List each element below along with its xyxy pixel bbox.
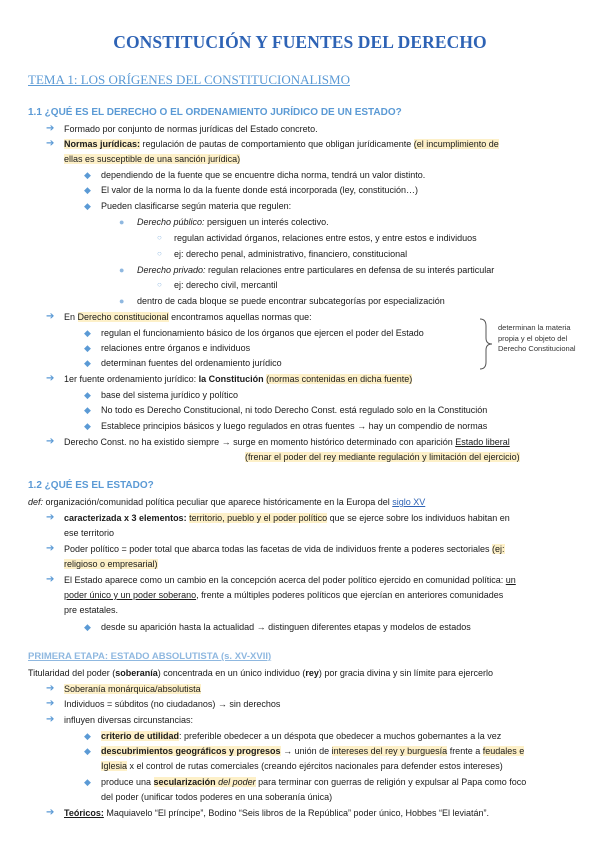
curly-brace-icon [478,318,494,370]
margin-note-line: propia y el objeto del [498,333,568,343]
text-line: base del sistema jurídico y político [101,390,239,400]
document-title: CONSTITUCIÓN Y FUENTES DEL DERECHO [113,32,487,52]
arrow-bullet-icon: ➔ [46,698,55,709]
arrow-bullet-icon: ➔ [46,574,55,585]
text-line: ej: derecho penal, administrativo, financiero, constitucional [174,249,408,259]
text-line: Derecho privado: regulan relaciones entre particulares en defensa de su interés particular [137,265,495,275]
text-line: Formado por conjunto de normas jurídicas del Estado concreto. [64,124,318,134]
text-line: Pueden clasificarse según materia que regulen: [101,201,292,211]
text-line: Poder político = poder total que abarca todas las facetas de vida de individuos frente a poderes sectoriales (ej: [64,544,505,554]
arrow-bullet-icon: ➔ [46,683,55,694]
section-1-1-heading: 1.1 ¿QUÉ ES EL DERECHO O EL ORDENAMIENTO JURÍDICO DE UN ESTADO? [28,107,402,118]
text-line: relaciones entre órganos e individuos [101,343,251,353]
diamond-bullet-icon: ◆ [84,358,91,368]
text-line: Derecho Const. no ha existido siempre → surge en momento histórico determinado con aparición Estado liberal [64,437,510,447]
text-line: Establece principios básicos y luego regulados en otras fuentes → hay un compendio de normas [101,421,488,431]
dot-bullet-icon: ● [119,217,125,227]
arrow-bullet-icon: ➔ [46,311,55,322]
text-line: Titularidad del poder (soberanía) concentrada en un único individuo (rey) por gracia divina y sin límite para ejercerlo [28,668,493,678]
margin-note-line: Derecho Constitucional [498,344,576,353]
text-line: del poder (unificar todos poderes en una soberanía única) [101,792,333,802]
text-line: dependiendo de la fuente que se encuentre dicha norma, tendrá un valor distinto. [101,170,426,180]
text-line: produce una secularización del poder para terminar con guerras de religión y expulsar al Papa como foco [101,777,527,787]
text-line: regulan actividad órganos, relaciones entre estos, y entre estos e individuos [174,233,477,243]
text-line: regulan el funcionamiento básico de los órganos que ejercen el poder del Estado [101,328,424,338]
text-line: descubrimientos geográficos y progresos → unión de intereses del rey y burguesía frente a feudales e [101,746,525,756]
text-line: Soberanía monárquica/absolutista [64,684,201,694]
arrow-bullet-icon: ➔ [46,543,55,554]
arrow-bullet-icon: ➔ [46,373,55,384]
diamond-bullet-icon: ◆ [84,622,91,632]
diamond-bullet-icon: ◆ [84,201,91,211]
text-line: Derecho público: persiguen un interés colectivo. [137,217,329,227]
circle-bullet-icon: ○ [157,280,162,289]
text-line: religioso o empresarial) [64,559,158,569]
text-line: (frenar el poder del rey mediante regulación y limitación del ejercicio) [245,452,520,462]
section-1-2-heading: 1.2 ¿QUÉ ES EL ESTADO? [28,480,154,491]
text-line: Teóricos: Maquiavelo “El príncipe”, Bodino “Seis libros de la República” poder único, Hobbes “El leviatán”. [64,808,490,818]
text-line: El Estado aparece como un cambio en la concepción acerca del poder político ejercido en comunidad política: un [64,575,516,585]
diamond-bullet-icon: ◆ [84,343,91,353]
text-line: ese territorio [64,528,115,538]
text-line: Individuos = súbditos (no ciudadanos) → sin derechos [64,699,281,709]
tema-heading: TEMA 1: LOS ORÍGENES DEL CONSTITUCIONALISMO [28,72,350,87]
text-line: caracterizada x 3 elementos: territorio, pueblo y el poder político que se ejerce sobre los individuos habitan en [64,513,510,523]
dot-bullet-icon: ● [119,296,125,306]
text-line: poder único y un poder soberano, frente a múltiples poderes políticos que ejercían en anteriores comunidades [64,590,504,600]
text-line: determinan fuentes del ordenamiento jurídico [101,358,282,368]
text-line: ej: derecho civil, mercantil [174,280,278,290]
diamond-bullet-icon: ◆ [84,328,91,338]
arrow-bullet-icon: ➔ [46,714,55,725]
diamond-bullet-icon: ◆ [84,405,91,415]
text-line: Normas jurídicas: regulación de pautas de comportamiento que obligan jurídicamente (el incumplimiento de [64,139,499,149]
diamond-bullet-icon: ◆ [84,390,91,400]
diamond-bullet-icon: ◆ [84,170,91,180]
margin-note-line: determinan la materia [498,323,571,332]
margin-note [498,323,576,355]
diamond-bullet-icon: ◆ [84,185,91,195]
circle-bullet-icon: ○ [157,233,162,242]
diamond-bullet-icon: ◆ [84,731,91,741]
text-line: El valor de la norma lo da la fuente donde está incorporada (ley, constitución…) [101,185,419,195]
dot-bullet-icon: ● [119,265,125,275]
etapa-heading: PRIMERA ETAPA: ESTADO ABSOLUTISTA (s. XV-XVII) [28,651,272,662]
text-line: ellas es susceptible de una sanción jurídica) [64,154,241,164]
text-line: En Derecho constitucional encontramos aquellas normas que: [64,312,312,322]
text-line: influyen diversas circunstancias: [64,715,194,725]
text-line: pre estatales. [64,605,119,615]
text-line: criterio de utilidad: preferible obedecer a un déspota que obedecer a muchos gobernantes a la vez [101,731,502,741]
circle-bullet-icon: ○ [157,249,162,258]
diamond-bullet-icon: ◆ [84,777,91,787]
arrow-bullet-icon: ➔ [46,138,55,149]
text-line: 1er fuente ordenamiento jurídico: la Constitución (normas contenidas en dicha fuente) [64,374,413,384]
text-line: dentro de cada bloque se puede encontrar subcategorías por especialización [137,296,445,306]
text-line: Iglesia x el control de rutas comerciales (creando ejércitos nacionales para defender estos intereses) [101,761,503,771]
definition-line: def: organización/comunidad política peculiar que aparece históricamente en la Europa del siglo XV [28,497,426,507]
arrow-bullet-icon: ➔ [46,807,55,818]
arrow-bullet-icon: ➔ [46,436,55,447]
arrow-bullet-icon: ➔ [46,512,55,523]
diamond-bullet-icon: ◆ [84,746,91,756]
diamond-bullet-icon: ◆ [84,421,91,431]
text-line: desde su aparición hasta la actualidad → distinguen diferentes etapas y modelos de estados [101,622,471,632]
arrow-bullet-icon: ➔ [46,123,55,134]
text-line: No todo es Derecho Constitucional, ni todo Derecho Const. está regulado solo en la Constitución [101,405,488,415]
